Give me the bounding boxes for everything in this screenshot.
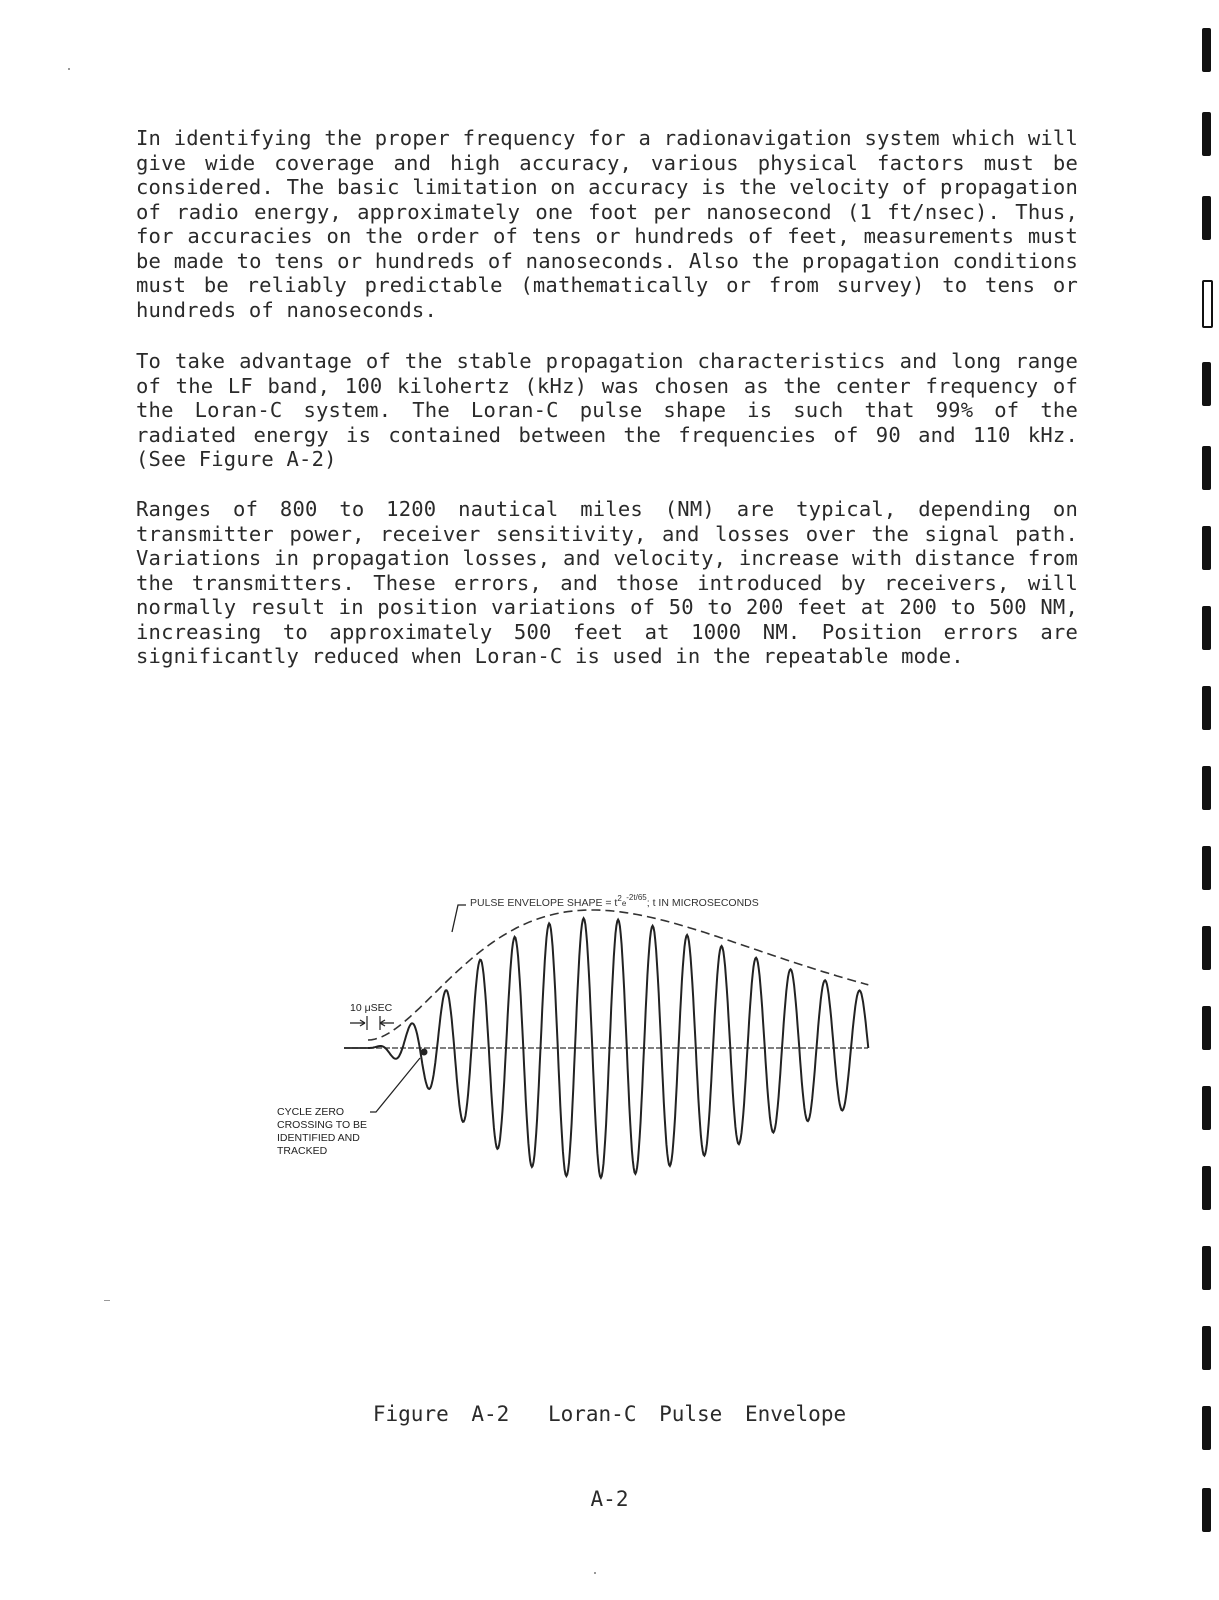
page-number: A-2 bbox=[590, 1487, 629, 1511]
binder-mark bbox=[1202, 606, 1211, 650]
paragraph-ranges: Ranges of 800 to 1200 nautical miles (NM) are typical, depending on transmitter power, receiver sensitivity, and losses over the signal path. Variations in propagation losses, and velocity, increase with distance from the transmitters. These errors, and those introduced by receivers, will normally result in position variations of 50 to 200 feet at 200 to 500 NM, increasing to approximately 500 feet at 1000 NM. Position errors are significantly reduced when Loran-C is used in the repeatable mode. bbox=[136, 497, 1078, 668]
figure-caption bbox=[0, 1402, 1219, 1426]
loran-pulse-figure bbox=[270, 890, 890, 1210]
binder-mark bbox=[1202, 1326, 1211, 1370]
scan-speck bbox=[594, 1572, 596, 1574]
binder-mark bbox=[1202, 526, 1211, 570]
caption-number: Figure A-2 bbox=[372, 1402, 510, 1426]
binder-mark bbox=[1202, 1488, 1211, 1532]
binder-mark bbox=[1202, 112, 1211, 156]
envelope-leader bbox=[452, 905, 466, 932]
binder-mark bbox=[1202, 196, 1211, 240]
binder-mark bbox=[1202, 846, 1211, 890]
binder-mark bbox=[1202, 926, 1211, 970]
binder-mark bbox=[1202, 686, 1211, 730]
binder-mark bbox=[1202, 280, 1213, 328]
binder-mark bbox=[1202, 1086, 1211, 1130]
binder-mark bbox=[1202, 1166, 1211, 1210]
binder-mark bbox=[1202, 28, 1211, 72]
binder-mark bbox=[1202, 766, 1211, 810]
binder-mark bbox=[1202, 446, 1211, 490]
binder-mark bbox=[1202, 1246, 1211, 1290]
binder-mark bbox=[1202, 362, 1211, 406]
zero-crossing-marker bbox=[421, 1049, 428, 1056]
paragraph-lf-band: To take advantage of the stable propagation characteristics and long range of the LF band, 100 kilohertz (kHz) was chosen as the center frequency of the Loran-C system. The Loran-C pulse shape is such that 99% of the radiated energy is contained between the frequencies of 90 and 110 kHz. (See Figure A-2) bbox=[136, 349, 1078, 471]
envelope-label: PULSE ENVELOPE SHAPE = $t^2_e^{-2t/65}$; t IN MICROSECONDS bbox=[470, 893, 759, 909]
pulse-diagram bbox=[270, 890, 890, 1210]
caption-title: Loran-C Pulse Envelope bbox=[547, 1402, 847, 1426]
binder-mark bbox=[1202, 1006, 1211, 1050]
paragraph-frequency: In identifying the proper frequency for a radionavigation system which will give wide coverage and high accuracy, various physical factors must be considered. The basic limitation on accuracy is the velocity of propagation of radio energy, approximately one foot per nanosecond (1 ft/nsec). Thus, for accuracies on the order of tens or hundreds of feet, measurements must be made to tens or hundreds of nanoseconds. Also the propagation conditions must be reliably predictable (mathematically or from survey) to tens or hundreds of nanoseconds. bbox=[136, 126, 1078, 322]
scan-speck bbox=[104, 1300, 110, 1301]
binder-mark bbox=[1202, 1406, 1211, 1450]
interval-label: 10 μSEC bbox=[350, 1002, 393, 1014]
zero-crossing-label: CYCLE ZERO CROSSING TO BE IDENTIFIED AND TRACKED bbox=[277, 1106, 368, 1157]
zero-crossing-leader bbox=[370, 1058, 420, 1112]
scan-speck bbox=[68, 68, 70, 70]
